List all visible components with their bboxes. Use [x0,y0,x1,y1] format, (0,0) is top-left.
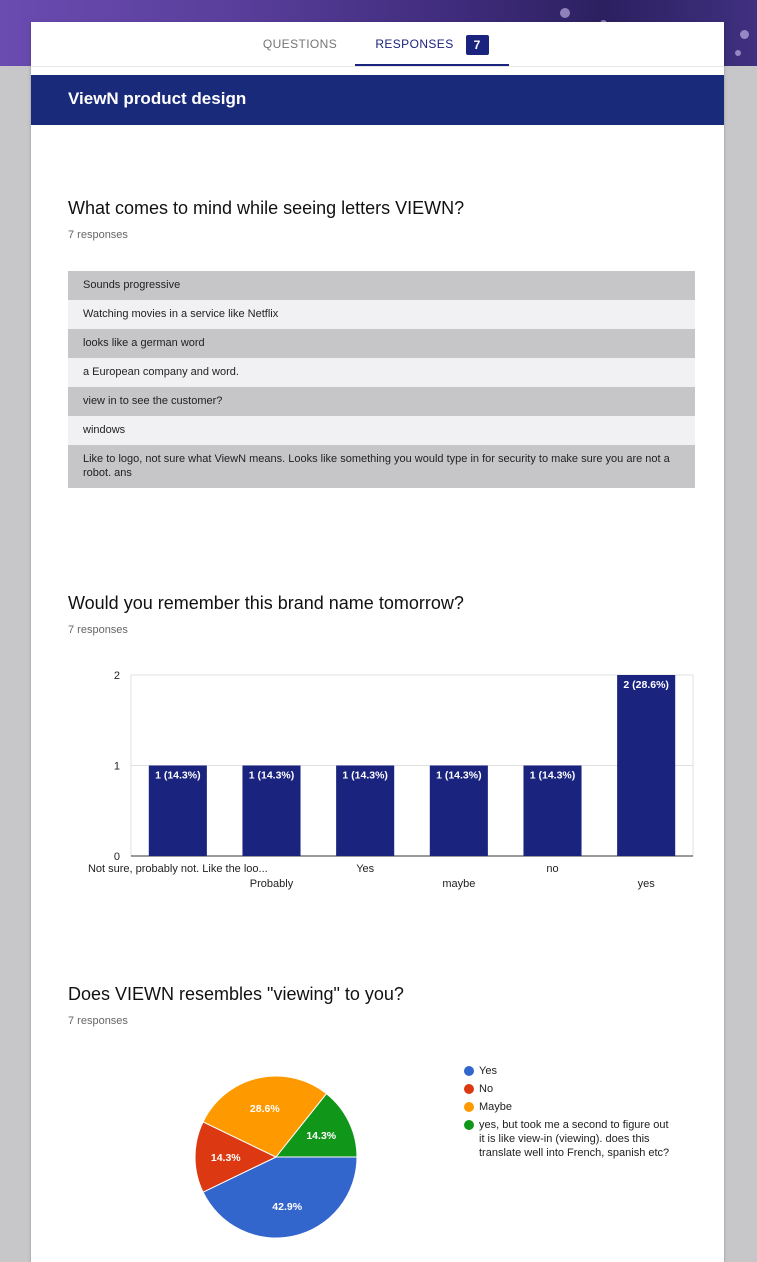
text-answer: a European company and word. [68,358,695,387]
text-answer: Like to logo, not sure what ViewN means. Looks like something you would type in for security to make sure you are not a robot. ans [68,445,695,488]
bar-data-label: 1 (14.3%) [529,769,576,782]
text-answers-list [68,271,695,488]
legend-label: No [479,1083,494,1095]
legend-label: yes, but took me a second to figure out it is like view-in (viewing). does this translate well into French, spanish etc? [479,1119,670,1159]
tab-responses-label: RESPONSES [375,37,454,51]
pie-chart [181,1062,371,1252]
pie-data-label: 14.3% [210,1152,241,1164]
bar-chart [31,662,724,902]
text-answer: view in to see the customer? [68,387,695,416]
pie-data-label: 42.9% [272,1200,303,1213]
legend-label: Yes [479,1065,497,1077]
legend-swatch [464,1120,474,1130]
responses-card [31,22,724,1262]
y-tick-label: 2 [113,670,120,682]
x-tick-label: maybe [442,878,476,890]
text-answer: Watching movies in a service like Netflix [68,300,695,329]
pie-data-label: 14.3% [306,1130,337,1143]
response-count: 7 responses [68,229,128,241]
x-tick-label: Not sure, probably not. Like the loo... [87,863,268,875]
tab-questions[interactable] [247,22,353,64]
text-answer: windows [68,416,695,445]
banner-decoration [735,50,741,56]
legend-label: Maybe [479,1101,513,1113]
responses-count-badge: 7 [466,35,489,55]
form-title: ViewN product design [68,89,247,108]
bar-data-label: 2 (28.6%) [623,679,669,691]
legend-item-no [464,1082,674,1096]
banner-decoration [740,30,749,39]
pie-data-label: 28.6% [249,1103,280,1116]
x-tick-label: Probably [249,878,294,890]
question-title: Does VIEWN resembles "viewing" to you? [68,984,404,1004]
banner-decoration [560,8,570,18]
x-tick-label: no [546,863,559,875]
y-tick-label: 0 [113,851,120,863]
response-count: 7 responses [68,1015,128,1027]
legend-item-yes-but [464,1118,674,1160]
bar-data-label: 1 (14.3%) [436,769,482,782]
tab-bar [31,22,724,67]
question-title: Would you remember this brand name tomorrow? [68,593,464,613]
tab-questions-label: QUESTIONS [262,37,338,51]
pie-legend [464,1064,674,1164]
x-tick-label: yes [637,878,655,890]
legend-item-yes [464,1064,674,1078]
response-count: 7 responses [68,624,128,636]
bar-data-label: 1 (14.3%) [248,769,295,782]
y-tick-label: 1 [113,760,120,773]
form-title-bar [31,75,724,125]
bar-data-label: 1 (14.3%) [342,769,388,782]
legend-swatch [464,1102,474,1112]
legend-swatch [464,1084,474,1094]
legend-item-maybe [464,1100,674,1114]
question-title: What comes to mind while seeing letters VIEWN? [68,198,465,218]
text-answer: Sounds progressive [68,271,695,300]
tab-responses[interactable] [355,22,509,66]
text-answer: looks like a german word [68,329,695,358]
x-tick-label: Yes [356,863,375,875]
legend-swatch [464,1066,474,1076]
bar [617,675,675,856]
bar-data-label: 1 (14.3%) [155,769,201,782]
